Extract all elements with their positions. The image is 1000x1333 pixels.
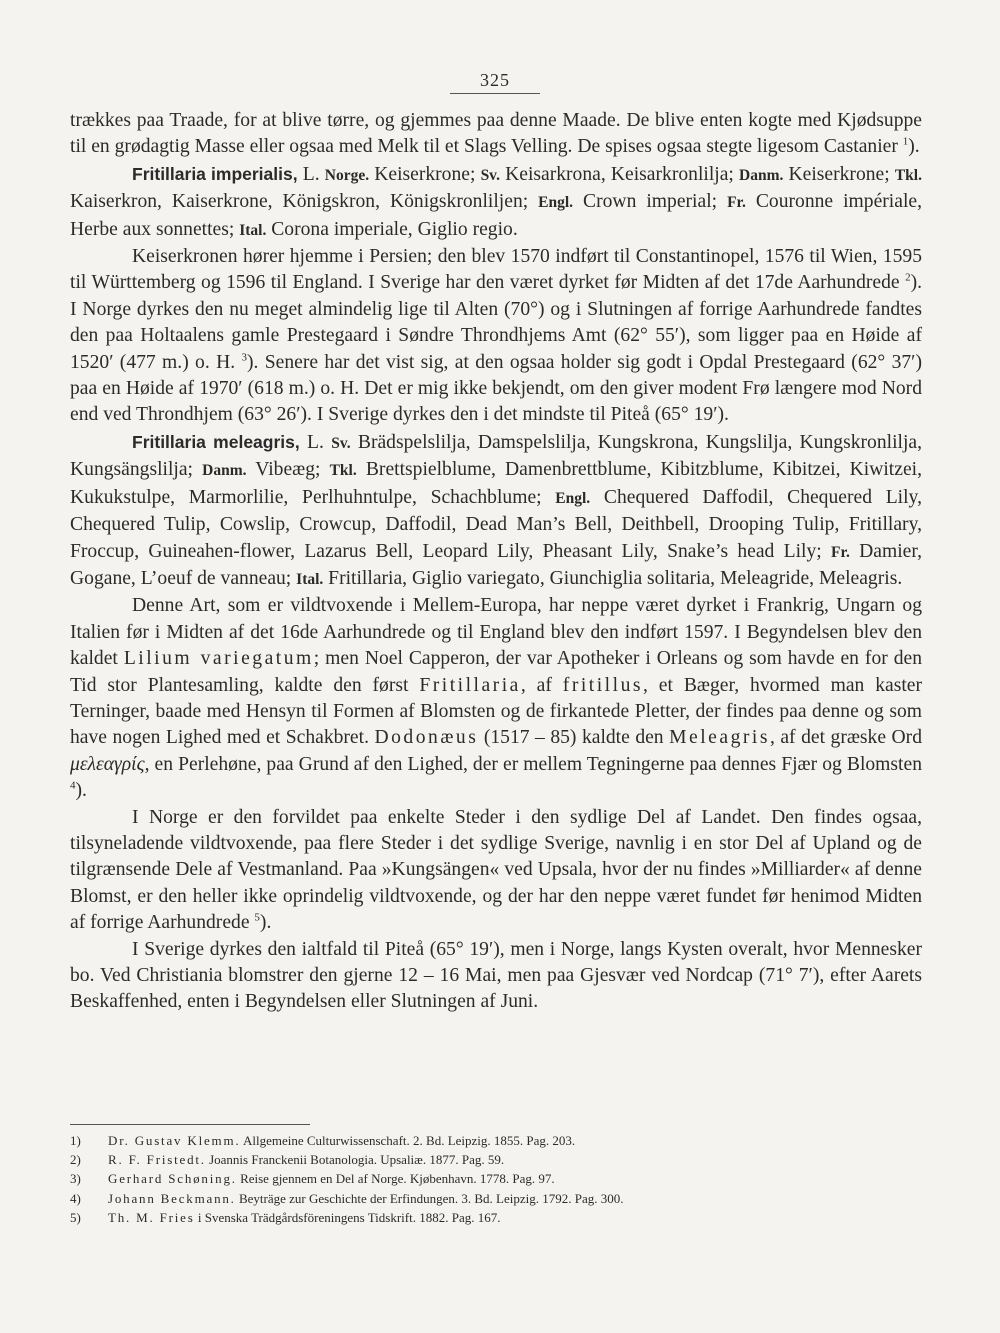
paragraph-denne-art: Denne Art, som er vildtvoxende i Mellem-Europa, har neppe været dyrket i Frankrig, Ungarn og Italien før i Midten af det 16de Aarhundrede og til England blev den indført 1597. I Begyndelsen blev den kaldet Lilium variegatum; men Noel Capperon, der var Apotheker i Orleans og som havde en for den Tid stor Plantesamling, kaldte den først Fritillaria, af fritillus, et Bæger, hvormed man kaster Terninger, baade med Hensyn til Formen af Blomsten og de firkantede Pletter, der findes paa denne og som have nogen Lighed med et Schakbret. Dodonæus (1517 – 85) kaldte den Meleagris, af det græske Ord μελεαγρίς, en Perlehøne, paa Grund af den Lighed, der er mellem Tegningerne paa dennes Fjær og Blomsten $^4$). xyxy=(70,595,922,802)
spaced-name: fritillus xyxy=(562,674,643,696)
footnotes xyxy=(70,1131,922,1227)
species-heading: Fritillaria meleagris, xyxy=(132,431,300,452)
spaced-name: Dodonæus xyxy=(374,727,479,749)
greek-word: μελεαγρίς xyxy=(70,753,145,775)
footnote-ref-3: 3 xyxy=(241,351,247,364)
lang-label: Danm. xyxy=(739,166,784,184)
footnote-ref-5: 5 xyxy=(254,911,260,924)
main-text xyxy=(70,108,922,1016)
paragraph-i-sverige: I Sverige dyrkes den ialtfald til Piteå (65° 19′), men i Norge, langs Kysten overalt, hvor Mennesker bo. Ved Christiania blomstrer den gjerne 12 – 16 Mai, men paa Gjesvær ved Nordcap (71° 7′), efter Aarets Beskaffenhed, enten i Begyndelsen eller Slutningen af Juni. xyxy=(70,938,922,1013)
footnote: 2) R. F. Fristedt. Joannis Franckenii Botanologia. Upsaliæ. 1877. Pag. 59. xyxy=(70,1152,505,1168)
spaced-name: Lilium variegatum xyxy=(123,648,314,670)
paragraph-chestnut-ending: trækkes paa Traade, for at blive tørre, og gjemmes paa denne Maade. De blive enten kogte med Kjødsuppe til en grødagtig Masse eller ogsaa med Melk til et Slags Velling. De spises ogsaa stegte ligesom Castanier $^1$). xyxy=(70,110,922,158)
spaced-name: Fritillaria xyxy=(419,674,521,696)
paragraph-i-norge: I Norge er den forvildet paa enkelte Steder i den sydlige Del af Landet. Den findes ogsaa, tilsyneladende vildtvoxende, paa flere Steder i det sydlige Sverige, navnlig i en stor Del af Upland og de tilgrænsende Dele af Vestmanland. Paa »Kungsängen« ved Upsala, hvor der nu findes »Milliarder« af denne Blomst, er den heller ikke oprindelig vildtvoxende, og der har den neppe været fundet før henimod Midten af forrige Aarhundrede $^5$). xyxy=(70,806,922,934)
lang-label: Norge. xyxy=(324,166,370,184)
footnote-ref-4: 4 xyxy=(70,779,76,792)
lang-label: Fr. xyxy=(727,194,746,212)
lang-label: Ital. xyxy=(296,570,324,588)
entry-fritillaria-imperialis: Fritillaria imperialis, L. Norge. Keiserkrone; Sv. Keisarkrona, Keisarkronlilja; Danm. Keiserkrone; Tkl. Kaiserkron, Kaiserkrone, Königskron, Königskronliljen; Engl. Crown imperial; Fr. Couronne impériale, Herbe aux sonnettes; Ital. Corona imperiale, Giglio regio. xyxy=(70,163,922,240)
footnote: 1) Dr. Gustav Klemm. Allgemeine Culturwissenschaft. 2. Bd. Leipzig. 1855. Pag. 203. xyxy=(70,1133,576,1148)
lang-label: Danm. xyxy=(202,462,247,480)
footnote-ref-2: 2 xyxy=(905,271,911,284)
lang-label: Sv. xyxy=(331,434,351,452)
lang-label: Sv. xyxy=(480,166,500,184)
lang-label: Engl. xyxy=(538,194,574,212)
page-number: 325 xyxy=(450,70,540,94)
lang-label: Fr. xyxy=(831,543,850,561)
lang-label: Tkl. xyxy=(894,166,922,184)
footnote: 5) Th. M. Fries i Svenska Trädgårdsföreningens Tidskrift. 1882. Pag. 167. xyxy=(70,1209,501,1225)
footnote: 3) Gerhard Schøning. Reise gjennem en Del af Norge. Kjøbenhavn. 1778. Pag. 97. xyxy=(70,1171,555,1187)
lang-label: Engl. xyxy=(555,489,591,507)
footnote-ref-1: 1 xyxy=(902,135,909,148)
entry-fritillaria-meleagris: Fritillaria meleagris, L. Sv. Brädspelslilja, Damspelslilja, Kungskrona, Kungslilja, Kungskronlilja, Kungsängslilja; Danm. Vibeæg; Tkl. Brettspielblume, Damenbrettblume, Kibitzblume, Kibitzei, Kiwitzei, Kukukstulpe, Marmorlilie, Perlhuhntulpe, Schachblume; Engl. Chequered Daffodil, Chequered Lily, Chequered Tulip, Cowslip, Crowcup, Daffodil, Dead Man’s Bell, Deithbell, Drooping Tulip, Fritillary, Froccup, Guineahen-flower, Lazarus Bell, Leopard Lily, Pheasant Lily, Snake’s head Lily; Fr. Damier, Gogane, L’oeuf de vanneau; Ital. Fritillaria, Giglio variegato, Giunchiglia solitaria, Meleagride, Meleagris. xyxy=(70,431,923,589)
paragraph-keiserkronen: Keiserkronen hører hjemme i Persien; den blev 1570 indført til Constantinopel, 1576 til Wien, 1595 til Württemberg og 1596 til England. I Sverige har den været dyrket før Midten af det 17de Aarhundrede $^2$). I Norge dyrkes den nu meget almindelig lige til Alten (70°) og i Slutningen af forrige Aarhundrede fandtes den paa Holtaalens gamle Prestegaard i Søndre Throndhjems Amt (62° 55′), som ligger paa en Høide af 1520′ (477 m.) o. H. $^3$). Senere har det vist sig, at den ogsaa holder sig godt i Opdal Prestegaard (62° 37′) paa en Høide af 1970′ (618 m.) o. H. Det er mig ikke bekjendt, om den giver modent Frø længere mod Nord end ved Throndhjem (63° 26′). I Sverige dyrkes den i det mindste til Piteå (65° 19′). xyxy=(70,246,922,426)
lang-label: Tkl. xyxy=(329,462,357,480)
footnote-divider xyxy=(70,1124,310,1125)
spaced-name: Meleagris xyxy=(669,727,770,749)
footnote: 4) Johann Beckmann. Beyträge zur Geschichte der Erfindungen. 3. Bd. Leipzig. 1792. Pag. 300. xyxy=(70,1190,624,1206)
lang-label: Ital. xyxy=(239,221,267,239)
species-heading: Fritillaria imperialis, xyxy=(132,163,298,184)
